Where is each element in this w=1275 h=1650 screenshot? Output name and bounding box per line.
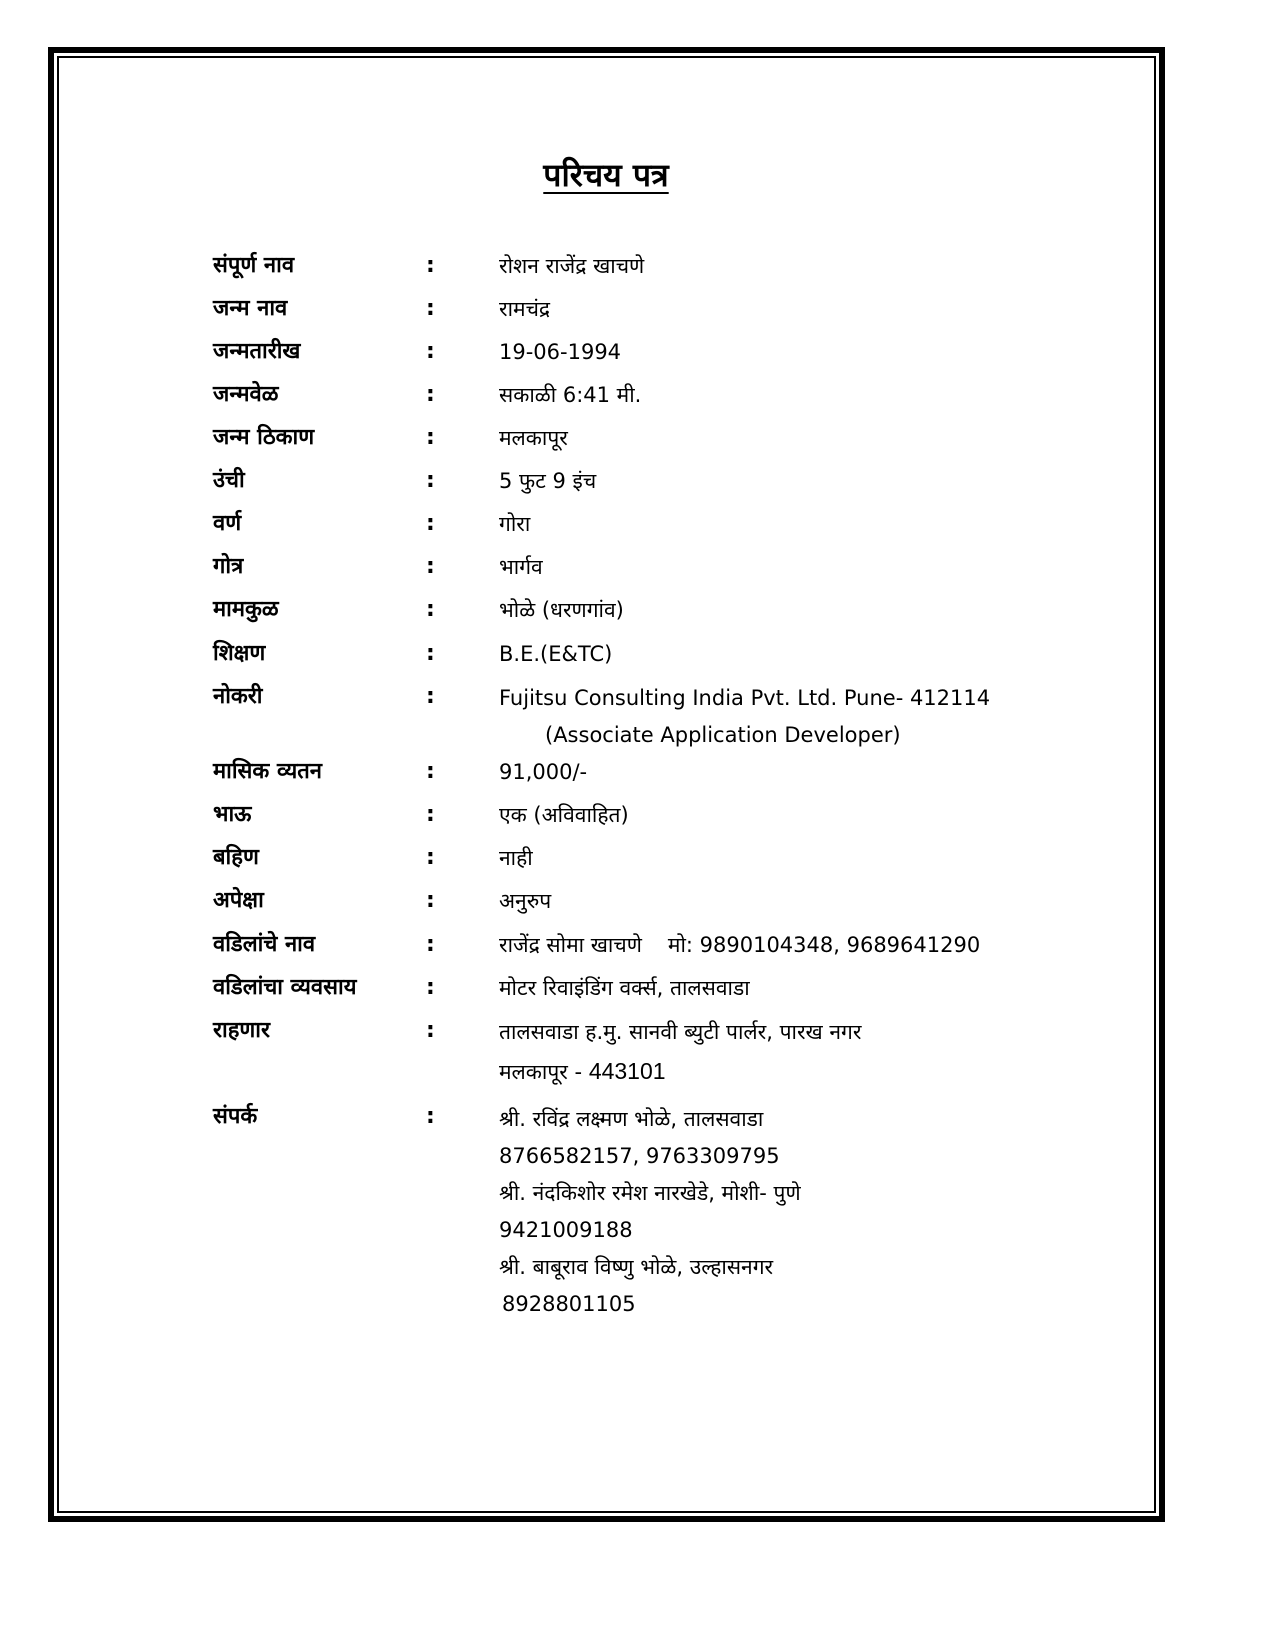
- residence-line-1: तालसवाडा ह.मु. सानवी ब्युटी पार्लर, पारख नगर: [499, 1020, 862, 1044]
- field-separator: :: [426, 511, 435, 536]
- field-separator: :: [426, 802, 435, 827]
- field-separator: :: [426, 468, 435, 493]
- field-value: रोशन राजेंद्र खाचणे: [499, 254, 645, 278]
- field-separator: :: [426, 684, 435, 709]
- contact-name: श्री. बाबूराव विष्णु भोळे, उल्हासनगर: [499, 1255, 774, 1279]
- residence-line-2: [499, 1051, 861, 1091]
- field-separator: :: [426, 932, 435, 957]
- field-value: [499, 1101, 801, 1323]
- field-separator: :: [426, 597, 435, 622]
- field-value: नाही: [499, 846, 533, 870]
- field-label: उंची: [213, 468, 245, 493]
- field-label: नोकरी: [213, 684, 263, 709]
- field-separator: :: [426, 296, 435, 321]
- contact-phone: 8766582157, 9763309795: [499, 1144, 780, 1168]
- field-label: गोत्र: [213, 554, 244, 579]
- document-title: परिचय पत्र: [543, 156, 669, 194]
- field-label: वर्ण: [213, 511, 242, 536]
- field-label: मामकुळ: [213, 597, 279, 622]
- field-value: गोरा: [499, 512, 531, 536]
- father-phone: मो: 9890104348, 9689641290: [667, 933, 981, 957]
- father-name: राजेंद्र सोमा खाचणे: [499, 933, 642, 957]
- field-label: मासिक व्यतन: [213, 759, 323, 784]
- field-label: संपूर्ण नाव: [213, 253, 295, 278]
- field-value: मलकापूर: [499, 426, 568, 450]
- field-separator: :: [426, 1018, 435, 1043]
- field-label: राहणार: [213, 1018, 270, 1043]
- field-label: जन्म नाव: [213, 296, 288, 321]
- field-label: भाऊ: [213, 802, 252, 827]
- contact-phone: 9421009188: [499, 1218, 633, 1242]
- job-designation: (Associate Application Developer): [545, 723, 901, 747]
- field-value: B.E.(E&TC): [499, 642, 613, 666]
- field-separator: :: [426, 845, 435, 870]
- field-separator: :: [426, 339, 435, 364]
- field-separator: :: [426, 253, 435, 278]
- field-value: भोळे (धरणगांव): [499, 598, 624, 622]
- field-value: भार्गव: [499, 555, 543, 579]
- field-value: रामचंद्र: [499, 297, 551, 321]
- field-value: 91,000/-: [499, 760, 588, 784]
- field-label: जन्मतारीख: [213, 339, 301, 364]
- field-value: [499, 1014, 861, 1091]
- field-label: शिक्षण: [213, 641, 266, 666]
- contact-phone: 8928801105: [502, 1292, 636, 1316]
- field-separator: :: [426, 382, 435, 407]
- field-label: वडिलांचा व्यवसाय: [213, 975, 357, 1000]
- residence-city: मलकापूर -: [499, 1060, 589, 1084]
- field-value: एक (अविवाहित): [499, 803, 629, 827]
- residence-pincode: 443101: [588, 1058, 666, 1084]
- field-value: सकाळी 6:41 मी.: [499, 383, 642, 407]
- contact-name: श्री. रविंद्र लक्ष्मण भोळे, तालसवाडा: [499, 1107, 764, 1131]
- field-label: जन्म ठिकाण: [213, 425, 315, 450]
- field-label: बहिण: [213, 845, 259, 870]
- field-separator: :: [426, 641, 435, 666]
- field-separator: :: [426, 1104, 435, 1129]
- job-company: Fujitsu Consulting India Pvt. Ltd. Pune- 412114: [499, 686, 991, 710]
- field-value: मोटर रिवाइंडिंग वर्क्स, तालसवाडा: [499, 976, 750, 1000]
- field-label: जन्मवेळ: [213, 382, 279, 407]
- field-label: वडिलांचे नाव: [213, 932, 316, 957]
- field-separator: :: [426, 554, 435, 579]
- field-value: अनुरुप: [499, 889, 552, 913]
- field-separator: :: [426, 759, 435, 784]
- field-separator: :: [426, 975, 435, 1000]
- field-label: अपेक्षा: [213, 888, 264, 913]
- field-label: संपर्क: [213, 1104, 258, 1129]
- field-value: [499, 930, 980, 960]
- field-value: [499, 680, 990, 754]
- field-separator: :: [426, 425, 435, 450]
- field-separator: :: [426, 888, 435, 913]
- field-value: 5 फुट 9 इंच: [499, 469, 597, 493]
- field-value: 19-06-1994: [499, 340, 622, 364]
- contact-name: श्री. नंदकिशोर रमेश नारखेडे, मोशी- पुणे: [499, 1181, 801, 1205]
